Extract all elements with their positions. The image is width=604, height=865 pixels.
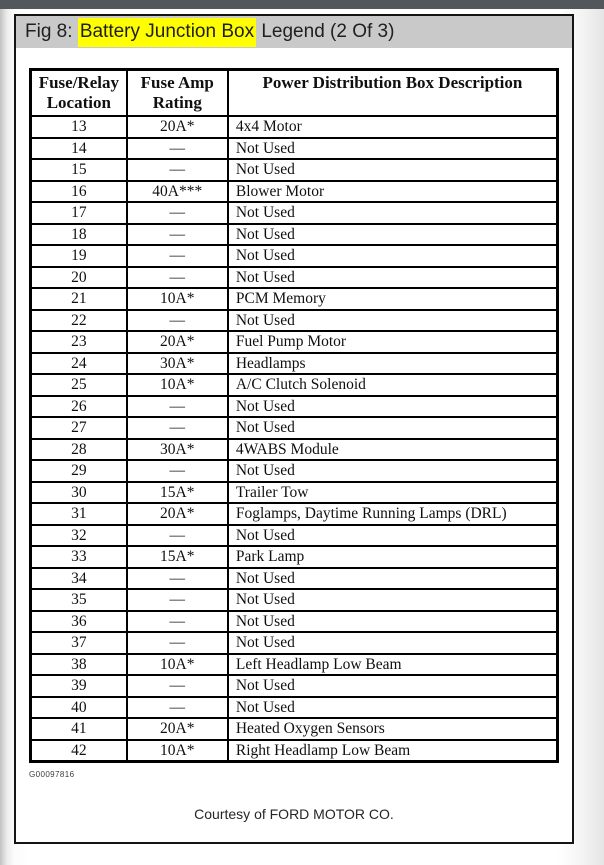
viewer-top-bar (0, 0, 604, 9)
fuse-amp-rating-cell: — (127, 267, 228, 289)
fuse-location-cell: 16 (31, 181, 127, 203)
fuse-table-body (31, 116, 558, 762)
fuse-amp-rating-cell: 10A* (127, 740, 228, 762)
fuse-description-cell: Not Used (228, 460, 558, 482)
header-power-distribution-description: Power Distribution Box Description (228, 70, 558, 117)
fuse-location-cell: 17 (31, 202, 127, 224)
fuse-amp-rating-cell: 10A* (127, 288, 228, 310)
fuse-description-cell: Left Headlamp Low Beam (228, 654, 558, 676)
figure-reference-code: G00097816 (29, 770, 75, 780)
table-row (31, 718, 558, 740)
courtesy-line: Courtesy of FORD MOTOR CO. (194, 806, 394, 823)
fuse-amp-rating-cell: 10A* (127, 374, 228, 396)
table-row (31, 503, 558, 525)
fuse-amp-rating-cell: 40A*** (127, 181, 228, 203)
fuse-amp-rating-cell: — (127, 396, 228, 418)
table-row (31, 589, 558, 611)
table-row (31, 202, 558, 224)
figure-title-prefix: Fig 8: (25, 21, 78, 42)
fuse-description-cell: PCM Memory (228, 288, 558, 310)
fuse-location-cell: 36 (31, 611, 127, 633)
table-row (31, 159, 558, 181)
table-row (31, 116, 558, 138)
fuse-amp-rating-cell: — (127, 224, 228, 246)
fuse-description-cell: Park Lamp (228, 546, 558, 568)
fuse-amp-rating-cell: 10A* (127, 654, 228, 676)
fuse-location-cell: 42 (31, 740, 127, 762)
fuse-location-cell: 39 (31, 675, 127, 697)
fuse-description-cell: Trailer Tow (228, 482, 558, 504)
fuse-amp-rating-cell: — (127, 310, 228, 332)
table-row (31, 697, 558, 719)
fuse-amp-rating-cell: — (127, 675, 228, 697)
fuse-description-cell: Not Used (228, 245, 558, 267)
fuse-description-cell: Not Used (228, 525, 558, 547)
fuse-amp-rating-cell: — (127, 568, 228, 590)
fuse-location-cell: 15 (31, 159, 127, 181)
fuse-description-cell: A/C Clutch Solenoid (228, 374, 558, 396)
fuse-location-cell: 34 (31, 568, 127, 590)
fuse-amp-rating-cell: 30A* (127, 439, 228, 461)
fuse-amp-rating-cell: 30A* (127, 353, 228, 375)
fuse-location-cell: 25 (31, 374, 127, 396)
fuse-location-cell: 21 (31, 288, 127, 310)
fuse-amp-rating-cell: — (127, 611, 228, 633)
fuse-amp-rating-cell: — (127, 417, 228, 439)
header-fuse-amp-rating: Fuse Amp Rating (127, 70, 228, 117)
fuse-description-cell: Not Used (228, 417, 558, 439)
fuse-amp-rating-cell: — (127, 589, 228, 611)
table-row (31, 417, 558, 439)
fuse-location-cell: 27 (31, 417, 127, 439)
fuse-amp-rating-cell: — (127, 159, 228, 181)
header-fuse-relay-location: Fuse/Relay Location (31, 70, 127, 117)
search-highlighted-text: Battery Junction Box (78, 18, 256, 47)
table-row (31, 740, 558, 762)
fuse-description-cell: Not Used (228, 138, 558, 160)
fuse-amp-rating-cell: — (127, 460, 228, 482)
fuse-amp-rating-cell: — (127, 202, 228, 224)
table-row (31, 353, 558, 375)
fuse-description-cell: Not Used (228, 675, 558, 697)
fuse-table-container (29, 68, 572, 763)
fuse-description-cell: Foglamps, Daytime Running Lamps (DRL) (228, 503, 558, 525)
fuse-description-cell: Heated Oxygen Sensors (228, 718, 558, 740)
fuse-description-cell: Fuel Pump Motor (228, 331, 558, 353)
fuse-description-cell: 4WABS Module (228, 439, 558, 461)
fuse-amp-rating-cell: — (127, 632, 228, 654)
figure-title-suffix: Legend (2 Of 3) (256, 21, 395, 42)
fuse-description-cell: Blower Motor (228, 181, 558, 203)
fuse-amp-rating-cell: — (127, 245, 228, 267)
fuse-location-cell: 28 (31, 439, 127, 461)
fuse-amp-rating-cell: 20A* (127, 331, 228, 353)
fuse-location-cell: 40 (31, 697, 127, 719)
fuse-amp-rating-cell: — (127, 697, 228, 719)
fuse-location-cell: 32 (31, 525, 127, 547)
fuse-description-cell: Right Headlamp Low Beam (228, 740, 558, 762)
fuse-description-cell: Not Used (228, 310, 558, 332)
table-row (31, 331, 558, 353)
fuse-location-cell: 29 (31, 460, 127, 482)
fuse-location-cell: 31 (31, 503, 127, 525)
table-row (31, 525, 558, 547)
fuse-description-cell: Not Used (228, 396, 558, 418)
fuse-description-cell: Not Used (228, 202, 558, 224)
fuse-location-cell: 23 (31, 331, 127, 353)
table-row (31, 546, 558, 568)
fuse-amp-rating-cell: — (127, 138, 228, 160)
table-row (31, 181, 558, 203)
fuse-location-cell: 30 (31, 482, 127, 504)
table-row (31, 439, 558, 461)
fuse-description-cell: Not Used (228, 697, 558, 719)
fuse-legend-table (29, 68, 559, 763)
table-row (31, 611, 558, 633)
fuse-description-cell: Not Used (228, 568, 558, 590)
fuse-location-cell: 13 (31, 116, 127, 138)
fuse-description-cell: Not Used (228, 224, 558, 246)
fuse-amp-rating-cell: 15A* (127, 546, 228, 568)
fuse-table-header (31, 70, 558, 117)
fuse-amp-rating-cell: 20A* (127, 718, 228, 740)
table-row (31, 245, 558, 267)
fuse-description-cell: Headlamps (228, 353, 558, 375)
table-row (31, 396, 558, 418)
fuse-description-cell: Not Used (228, 611, 558, 633)
table-row (31, 654, 558, 676)
fuse-location-cell: 26 (31, 396, 127, 418)
fuse-description-cell: Not Used (228, 267, 558, 289)
table-row (31, 482, 558, 504)
table-row (31, 675, 558, 697)
fuse-description-cell: Not Used (228, 632, 558, 654)
fuse-location-cell: 18 (31, 224, 127, 246)
fuse-amp-rating-cell: — (127, 525, 228, 547)
fuse-description-cell: Not Used (228, 159, 558, 181)
fuse-location-cell: 41 (31, 718, 127, 740)
table-row (31, 310, 558, 332)
table-row (31, 288, 558, 310)
document-page (14, 14, 574, 844)
fuse-location-cell: 35 (31, 589, 127, 611)
fuse-amp-rating-cell: 20A* (127, 503, 228, 525)
fuse-location-cell: 24 (31, 353, 127, 375)
table-row (31, 374, 558, 396)
table-row (31, 568, 558, 590)
fuse-amp-rating-cell: 15A* (127, 482, 228, 504)
fuse-location-cell: 37 (31, 632, 127, 654)
fuse-description-cell: Not Used (228, 589, 558, 611)
fuse-location-cell: 22 (31, 310, 127, 332)
fuse-location-cell: 14 (31, 138, 127, 160)
table-row (31, 632, 558, 654)
fuse-amp-rating-cell: 20A* (127, 116, 228, 138)
table-row (31, 224, 558, 246)
table-row (31, 267, 558, 289)
figure-title-bar (16, 16, 572, 48)
fuse-location-cell: 19 (31, 245, 127, 267)
table-row (31, 138, 558, 160)
fuse-location-cell: 20 (31, 267, 127, 289)
fuse-description-cell: 4x4 Motor (228, 116, 558, 138)
table-row (31, 460, 558, 482)
fuse-location-cell: 33 (31, 546, 127, 568)
fuse-location-cell: 38 (31, 654, 127, 676)
